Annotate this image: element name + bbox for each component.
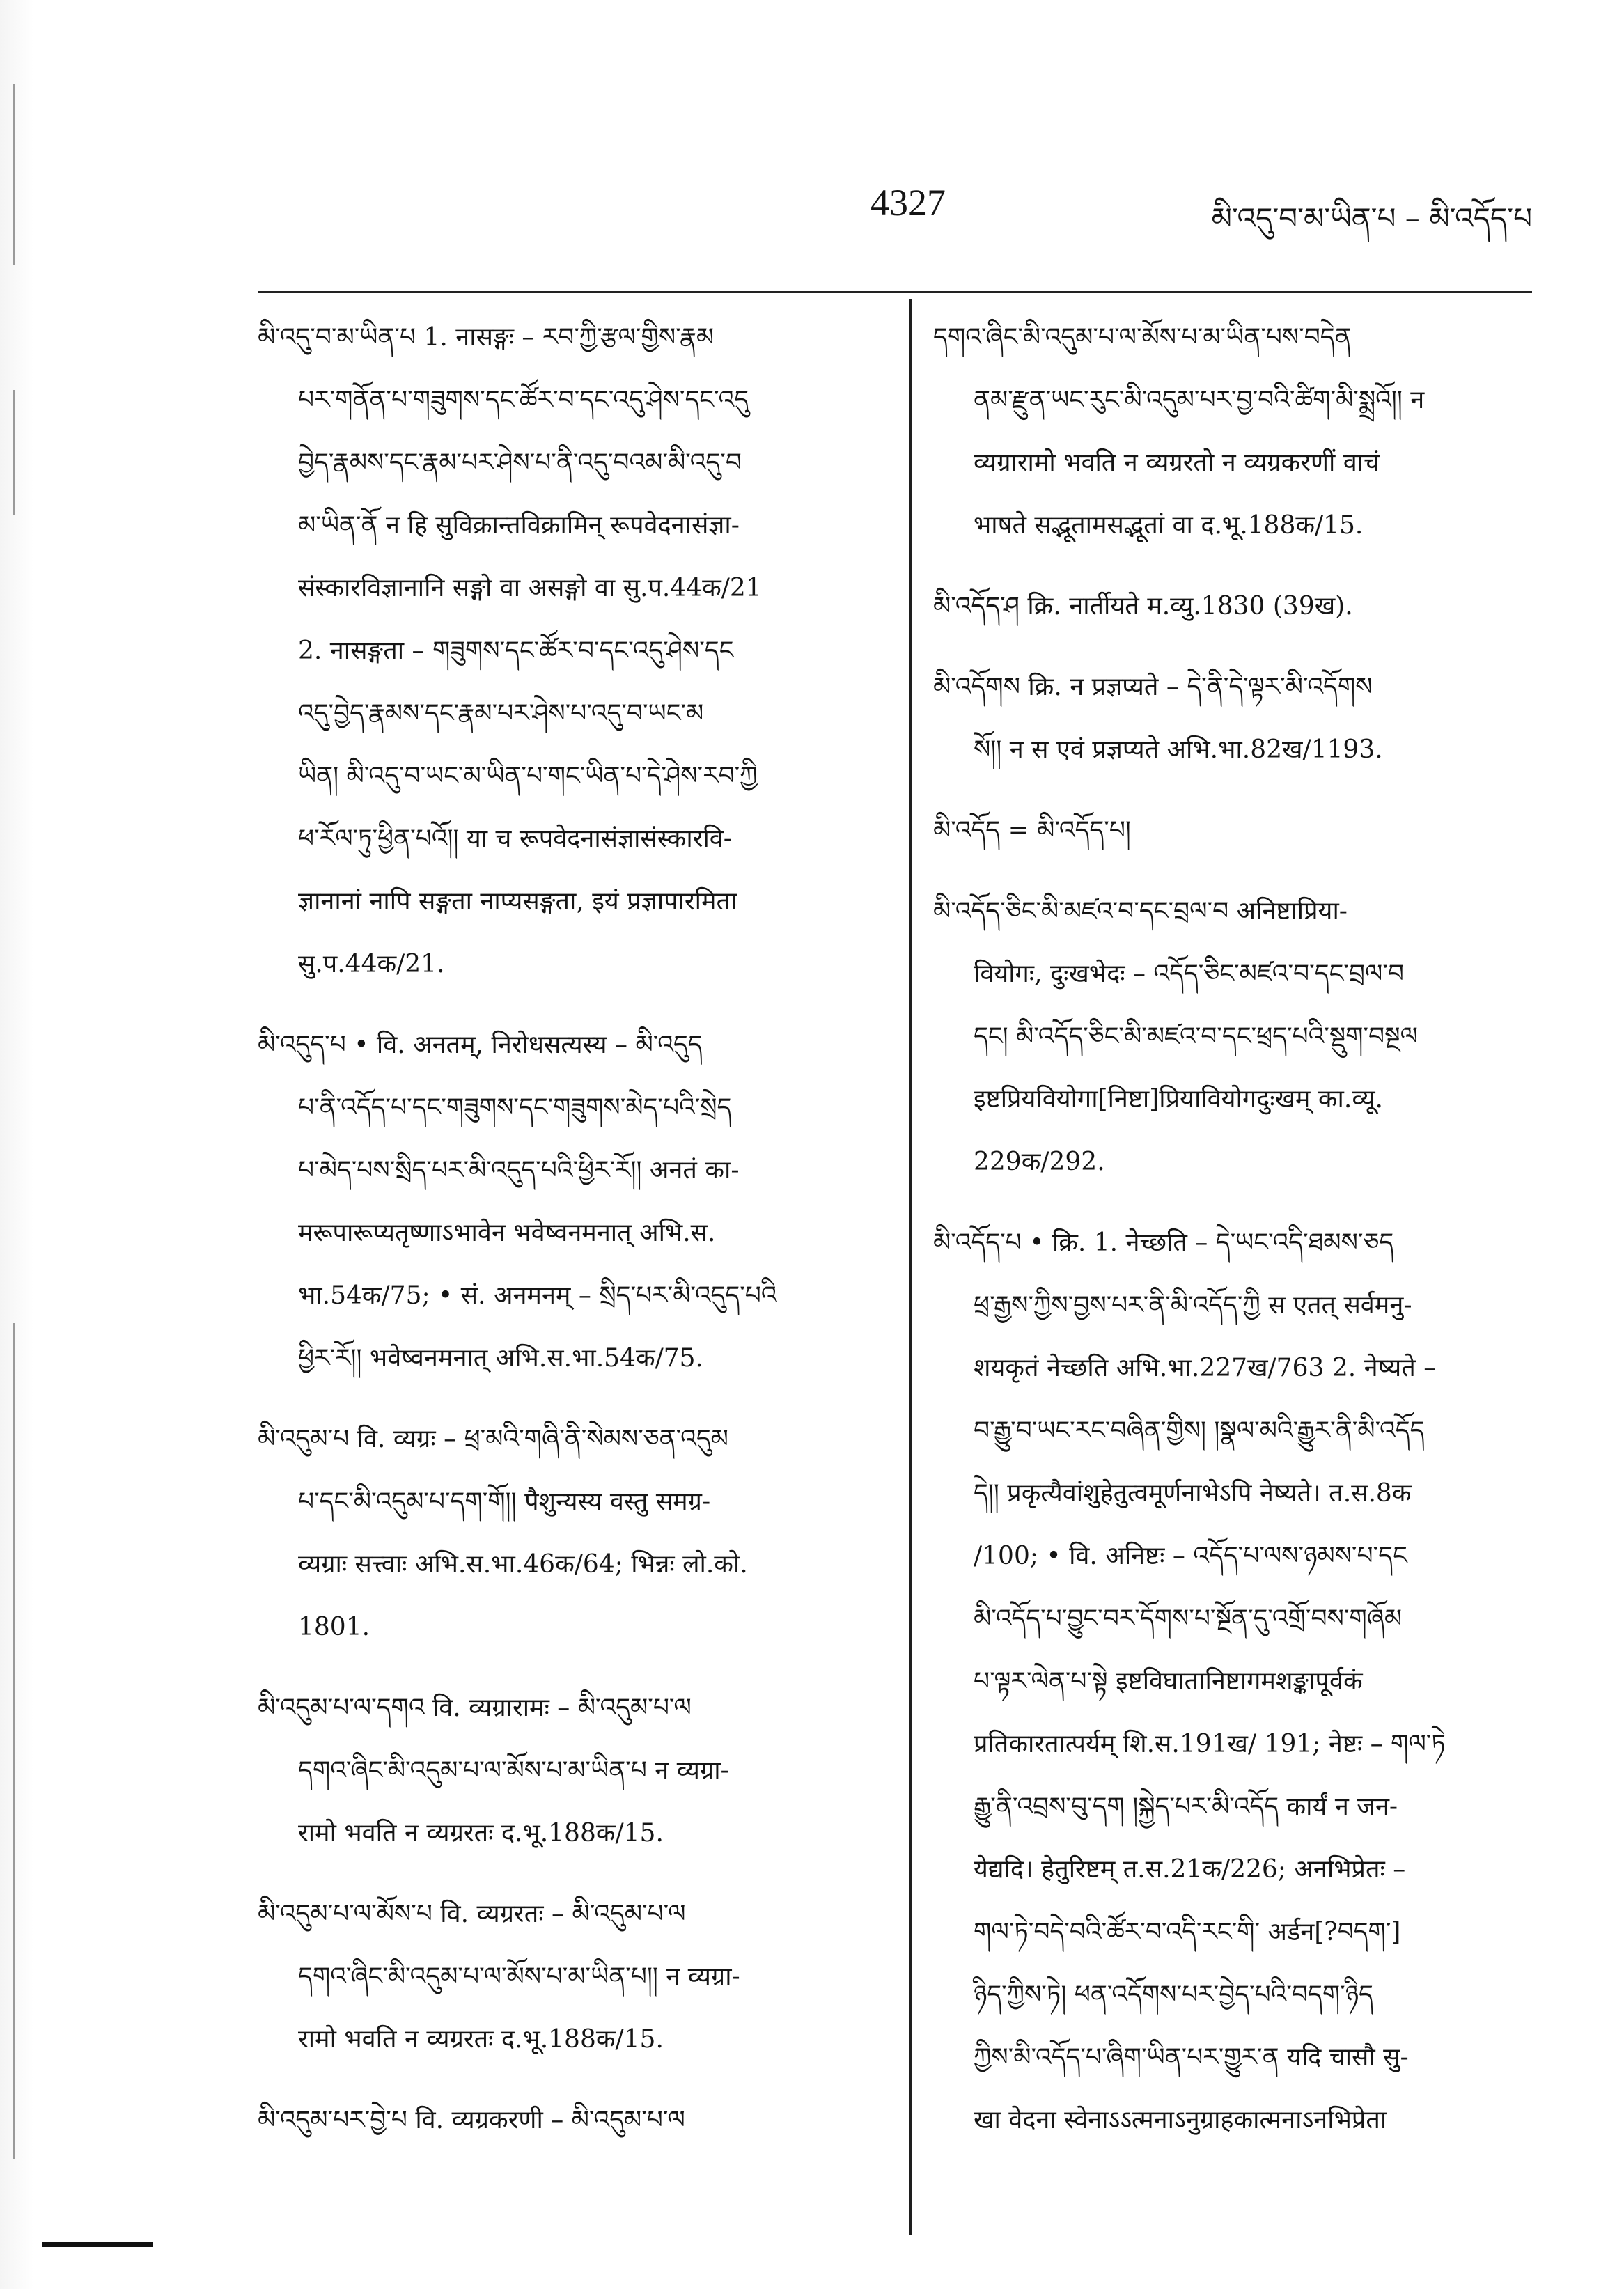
entry-line: व्यग्रारामो भवति न व्यग्ररतो न व्यग्रकरणीं वाचं [974,448,1380,477]
entry-line: खा वेदना स्वेनाऽऽत्मनाऽनुग्राहकात्मनाऽनभिप्रेता [974,2106,1387,2134]
dictionary-entry [258,1408,884,1659]
entry-headline: མི་འདུམ་པ་ལ་མོས་པ वि. व्यग्ररतः – མི་འདུམ་པ་ལ [258,1900,686,1928]
scan-artifact-line [13,390,15,515]
entry-line: प्रतिकारतात्पर्यम् शि.स.191ख/ 191; नेष्टः – གལ་ཏེ [974,1730,1446,1758]
entry-line: /100; • वि. अनिष्टः – འདོད་པ་ལས་ཉམས་པ་དང [974,1542,1407,1570]
dictionary-entry [933,880,1532,1194]
entry-line: ཉིད་ཀྱིས་ཏེ། ཕན་འདོགས་པར་བྱེད་པའི་བདག་ཉིད [974,1981,1373,2009]
entry-line: वियोगः, दुःखभेदः – འདོད་ཅིང་མཛའ་བ་དང་བྲལ་བ [974,960,1404,988]
entry-line: པ་མེད་པས་སྲིད་པར་མི་འདུད་པའི་ཕྱིར་རོ།། अनतं का- [298,1156,740,1185]
entry-line: པར་གནོན་པ་གཟུགས་དང་ཚོར་བ་དང་འདུ་ཤེས་དང་འདུ [298,386,749,414]
entry-line: ཕྲ་རྒྱས་ཀྱིས་བྱས་པར་ནི་མི་འདོད་ཀྱི स एतत् सर्वमनु- [974,1291,1412,1320]
dictionary-entry [258,306,884,996]
entry-line: ཀྱིས་མི་འདོད་པ་ཞིག་ཡིན་པར་གྱུར་ན यदि चासौ सु- [974,2043,1409,2072]
dictionary-entry [258,1014,884,1390]
running-head [258,181,1532,244]
entry-line: 2. नासङ्गता – གཟུགས་དང་ཚོར་བ་དང་འདུ་ཤེས་དང [298,636,734,665]
scan-artifact-line [13,84,15,265]
entry-line: བ་རྒྱུ་བ་ཡང་རང་བཞིན་གྱིས། །སྣལ་མའི་རྒྱུར་ནི་མི་འདོད [974,1416,1425,1445]
entry-line: པ་ལྟར་ལེན་པ་སྟེ इष्टविघातानिष्टागमशङ्कापूर्वकं [974,1667,1363,1696]
entry-line: रामो भवति न व्यग्ररतः द.भू.188क/15. [298,1819,664,1847]
entry-line: रामो भवति न व्यग्ररतः द.भू.188क/15. [298,2025,664,2054]
entry-line: ཡིན། མི་འདུ་བ་ཡང་མ་ཡིན་པ་གང་ཡིན་པ་དེ་ཤེས་རབ་ཀྱི [298,762,758,790]
entry-line: གལ་ཏེ་བདེ་བའི་ཚོར་བ་འདི་རང་གི་ अर्डन[?བདག་] [974,1918,1401,1946]
entry-headline: མི་འདོད = མི་འདོད་པ། [933,816,1131,845]
entry-line: པ་ནི་འདོད་པ་དང་གཟུགས་དང་གཟུགས་མེད་པའི་སྲེད [298,1093,732,1122]
entry-line: ཕ་རོལ་ཏུ་ཕྱིན་པའོ།། या च रूपवेदनासंज्ञासंस्कारवि- [298,825,732,853]
dictionary-entry [258,1883,884,2071]
entry-line: मरूपारूप्यतृष्णाऽभावेन भवेष्वनमनात् अभि.स. [298,1219,716,1247]
entry-headline: མི་འདུམ་པ་ལ་དགའ वि. व्यग्रारामः – མི་འདུམ་པ་ལ [258,1694,692,1722]
entry-headline: མི་འདུམ་པ वि. व्यग्रः – ཕྲ་མའི་གཞི་ནི་སེམས་ཅན་འདུམ [258,1425,728,1453]
entry-line: མི་འདོད་པ་བྱུང་བར་དོགས་པ་སྔོན་དུ་འགྲོ་བས་གཞོམ [974,1604,1403,1633]
entry-line: དེ།། प्रकृत्यैवांशुहेतुत्वमूर्णनाभेऽपि नेष्यते। त.स.8क [974,1479,1412,1508]
page-number: 4327 [870,182,946,224]
dictionary-entry [933,656,1532,781]
entry-headline: མི་འདོད་ཤ क्रि. नार्तीयते म.व्यु.1830 (39ख). [933,592,1353,620]
entry-line: 1801. [298,1613,370,1641]
entry-headline: དགའ་ཞིང་མི་འདུམ་པ་ལ་མོས་པ་མ་ཡིན་པས་བདེན [933,323,1352,352]
entry-headline: མི་འདོད་པ • क्रि. 1. नेच्छति – དེ་ཡང་འདི་ཐམས་ཅད [933,1228,1394,1257]
entry-line: भाषते सद्भूतामसद्भूतां वा द.भू.188क/15. [974,511,1364,540]
entry-line: སོ།། न स एवं प्रज्ञप्यते अभि.भा.82ख/1193. [974,735,1383,764]
entry-line: པ་དང་མི་འདུམ་པ་དག་གོ།། पैशुन्यस्य वस्तु समग्र- [298,1487,711,1516]
left-column [258,306,884,2170]
entry-headline: མི་འདུམ་པར་བྱེ་པ वि. व्यग्रकरणी – མི་འདུམ་པ་ལ [258,2106,685,2134]
entry-headline: མི་འདོད་ཅིང་མི་མཛའ་བ་དང་བྲལ་བ अनिष्टाप्रिया- [933,897,1348,925]
right-column [933,306,1532,2170]
dictionary-entry [258,2089,884,2152]
header-rule [258,291,1532,293]
entry-line: དགའ་ཞིང་མི་འདུམ་པ་ལ་མོས་པ་མ་ཡིན་པ न व्यग्रा- [298,1756,729,1785]
entry-line: येद्यदि। हेतुरिष्टम् त.स.21क/226; अनभिप्रेतः – [974,1855,1406,1884]
entry-line: མ་ཡིན་ནོ न हि सुविक्रान्तविक्रामिन् रूपवेदनासंज्ञा- [298,511,740,540]
running-head-words: མི་འདུ་བ་མ་ཡིན་པ – མི་འདོད་པ [1211,201,1532,235]
entry-line: བྱེད་རྣམས་དང་རྣམ་པར་ཤེས་པ་ནི་འདུ་བའམ་མི་འདུ་བ [298,448,742,477]
dictionary-entry [933,1212,1532,2152]
entry-headline: མི་འདོགས क्रि. न प्रज्ञप्यते – དེ་ནི་དེ་ལྟར་མི་འདོགས [933,673,1373,701]
entry-line: འདུ་བྱེད་རྣམས་དང་རྣམ་པར་ཤེས་པ་འདུ་བ་ཡང་མ [298,699,704,728]
scan-artifact-line [13,1323,15,2159]
dictionary-entry [933,306,1532,557]
scan-edge [0,0,33,2289]
dictionary-entry [933,799,1532,862]
entry-line: शयकृतं नेच्छति अभि.भा.227ख/763 2. नेष्यते – [974,1354,1437,1382]
entry-headline: མི་འདུད་པ • वि. अनतम्, निरोधसत्यस्य – མི་འདུད [258,1031,703,1059]
entry-line: དགའ་ཞིང་མི་འདུམ་པ་ལ་མོས་པ་མ་ཡིན་པ།། न व्यग्रा- [298,1962,740,1991]
column-divider [909,299,912,2235]
entry-line: व्यग्राः सत्त्वाः अभि.स.भा.46क/64; भिन्नः लो.को. [298,1550,748,1579]
entry-line: ནམ་རྫུན་ཡང་རུང་མི་འདུམ་པར་བྱ་བའི་ཚིག་མི་སྨྲའོ།། न [974,386,1425,414]
entry-line: ཕྱིར་རོ།། भवेष्वनमनात् अभि.स.भा.54क/75. [298,1344,703,1373]
entry-line: 229क/292. [974,1148,1105,1176]
entry-line: सु.प.44क/21. [298,950,445,978]
entry-line: རྒྱུ་ནི་འབྲས་བུ་དག །སྐྱེད་པར་མི་འདོད कार्यं न जन- [974,1792,1398,1821]
dictionary-entry [258,1677,884,1865]
entry-line: དང། མི་འདོད་ཅིང་མི་མཛའ་བ་དང་ཕྲད་པའི་སྡུག་བསྔལ [974,1022,1418,1051]
entry-line: ज्ञानानां नापि सङ्गता नाप्यसङ्गता, इयं प्रज्ञापारमिता [298,887,737,916]
dictionary-entry [933,575,1532,638]
entry-line: इष्टप्रियवियोगा[निष्टा]प्रियावियोगदुःखम् का.व्यू. [974,1085,1383,1114]
entry-headline: མི་འདུ་བ་མ་ཡིན་པ 1. नासङ्गः – རབ་ཀྱི་རྩལ་གྱིས་རྣམ [258,323,715,352]
entry-line: संस्कारविज्ञानानि सङ्गो वा असङ्गो वा सु.प.44क/21 [298,574,762,602]
scan-artifact-bar [42,2242,153,2247]
entry-line: भा.54क/75; • सं. अनमनम् – སྲིད་པར་མི་འདུད་པའི [298,1281,777,1310]
